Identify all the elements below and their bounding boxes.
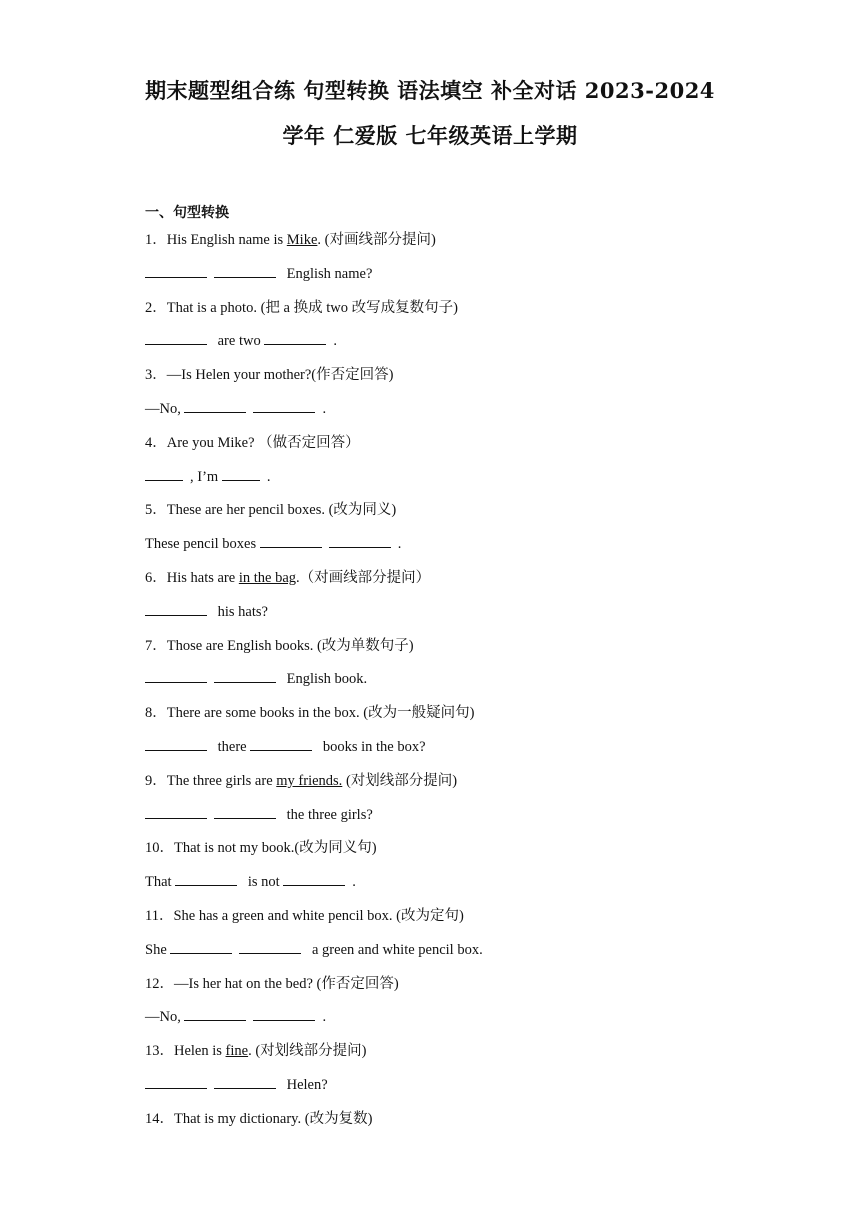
question-text: 12．—Is her hat on the bed? (作否定回答) xyxy=(145,975,399,992)
answer-blank[interactable] xyxy=(145,804,207,819)
question-text: 10．That is not my book.(改为同义句) xyxy=(145,840,377,857)
answer-text: . xyxy=(266,468,271,485)
question-text: 6．His hats are xyxy=(145,569,239,586)
answer-text: . xyxy=(322,1009,327,1026)
answer-blank[interactable] xyxy=(250,736,312,751)
question-list xyxy=(145,228,765,1141)
answer-line-12 xyxy=(145,1005,765,1039)
answer-blank[interactable] xyxy=(253,1006,315,1021)
question-11 xyxy=(145,904,765,938)
answer-line-4 xyxy=(145,465,765,499)
section-heading: 一、句型转换 xyxy=(145,205,229,221)
question-4 xyxy=(145,431,765,465)
answer-blank[interactable] xyxy=(214,263,276,278)
answer-blank[interactable] xyxy=(145,736,207,751)
answer-line-13 xyxy=(145,1073,765,1107)
answer-line-6 xyxy=(145,600,765,634)
question-text: 4．Are you Mike? （做否定回答） xyxy=(145,434,360,451)
answer-text: . xyxy=(352,874,356,891)
question-7 xyxy=(145,634,765,668)
answer-blank[interactable] xyxy=(175,871,237,886)
question-instruction: .（对画线部分提问） xyxy=(296,569,431,586)
question-13 xyxy=(145,1039,765,1073)
underlined-phrase: Mike xyxy=(286,232,318,248)
document-title-line-2: 学年 仁爱版 七年级英语上学期 xyxy=(282,123,578,148)
answer-blank[interactable] xyxy=(145,601,207,616)
question-text: 11．She has a green and white pencil box. (改为定句) xyxy=(145,907,464,924)
answer-blank[interactable] xyxy=(222,466,260,481)
document-title-line-1: 期末题型组合练 句型转换 语法填空 补全对话 2023-2024 xyxy=(145,78,715,103)
answer-blank[interactable] xyxy=(264,330,326,345)
question-6 xyxy=(145,566,765,600)
answer-blank[interactable] xyxy=(145,330,207,345)
question-text: 1．His English name is xyxy=(145,232,287,248)
answer-text: are two xyxy=(214,333,265,350)
answer-text: —No, xyxy=(145,1009,185,1026)
answer-line-8 xyxy=(145,735,765,769)
question-10 xyxy=(145,836,765,870)
answer-blank[interactable] xyxy=(145,668,207,683)
answer-text: is not xyxy=(244,874,284,891)
answer-blank[interactable] xyxy=(145,466,183,481)
question-3 xyxy=(145,363,765,397)
answer-text: Helen? xyxy=(283,1076,328,1093)
question-instruction: (对划线部分提问) xyxy=(342,772,458,789)
answer-blank[interactable] xyxy=(184,398,246,413)
underlined-phrase: my friends. xyxy=(276,772,343,789)
answer-blank[interactable] xyxy=(214,668,276,683)
answer-blank[interactable] xyxy=(260,533,322,548)
answer-text: These pencil boxes xyxy=(145,536,260,553)
answer-text: , I’m xyxy=(190,468,222,485)
answer-blank[interactable] xyxy=(170,939,232,954)
answer-blank[interactable] xyxy=(145,1074,207,1089)
answer-blank[interactable] xyxy=(329,533,391,548)
question-1 xyxy=(145,228,765,262)
answer-blank[interactable] xyxy=(283,871,345,886)
answer-line-11 xyxy=(145,938,765,972)
question-5 xyxy=(145,498,765,532)
answer-text: She xyxy=(145,941,171,958)
question-9 xyxy=(145,769,765,803)
answer-text: there xyxy=(214,738,251,755)
answer-blank[interactable] xyxy=(184,1006,246,1021)
question-text: 14．That is my dictionary. (改为复数) xyxy=(145,1110,373,1127)
question-text: 9．The three girls are xyxy=(145,772,277,789)
question-text: 13．Helen is xyxy=(145,1043,226,1060)
answer-blank[interactable] xyxy=(214,804,276,819)
answer-text: books in the box? xyxy=(319,738,426,755)
question-text: 8．There are some books in the box. (改为一般疑问句) xyxy=(145,705,475,722)
question-text: 3．—Is Helen your mother?(作否定回答) xyxy=(145,367,394,384)
question-instruction: . (对划线部分提问) xyxy=(248,1043,367,1060)
underlined-phrase: fine xyxy=(225,1043,249,1060)
answer-text: That xyxy=(145,874,176,891)
question-14 xyxy=(145,1107,765,1141)
answer-line-9 xyxy=(145,803,765,837)
answer-text: English book. xyxy=(283,671,368,688)
answer-text: his hats? xyxy=(214,603,268,620)
answer-blank[interactable] xyxy=(145,263,207,278)
answer-line-10 xyxy=(145,870,765,904)
answer-text: a green and white pencil box. xyxy=(308,941,483,958)
answer-blank[interactable] xyxy=(239,939,301,954)
answer-text: —No, xyxy=(145,400,185,417)
question-8 xyxy=(145,701,765,735)
answer-line-7 xyxy=(145,667,765,701)
answer-line-3 xyxy=(145,397,765,431)
question-2 xyxy=(145,296,765,330)
question-12 xyxy=(145,972,765,1006)
question-text: 5．These are her pencil boxes. (改为同义) xyxy=(145,502,397,519)
question-text: 7．Those are English books. (改为单数句子) xyxy=(145,637,414,654)
answer-blank[interactable] xyxy=(253,398,315,413)
underlined-phrase: in the bag xyxy=(238,569,297,586)
answer-text: . xyxy=(322,400,327,417)
answer-text: . xyxy=(397,536,402,553)
answer-text: English name? xyxy=(283,265,373,282)
question-instruction: . (对画线部分提问) xyxy=(317,232,436,248)
answer-line-1 xyxy=(145,262,765,296)
answer-line-5 xyxy=(145,532,765,566)
question-text: 2．That is a photo. (把 a 换成 two 改写成复数句子) xyxy=(145,299,458,316)
answer-text: the three girls? xyxy=(283,806,373,823)
answer-blank[interactable] xyxy=(214,1074,276,1089)
answer-text: . xyxy=(333,333,337,350)
answer-line-2 xyxy=(145,329,765,363)
